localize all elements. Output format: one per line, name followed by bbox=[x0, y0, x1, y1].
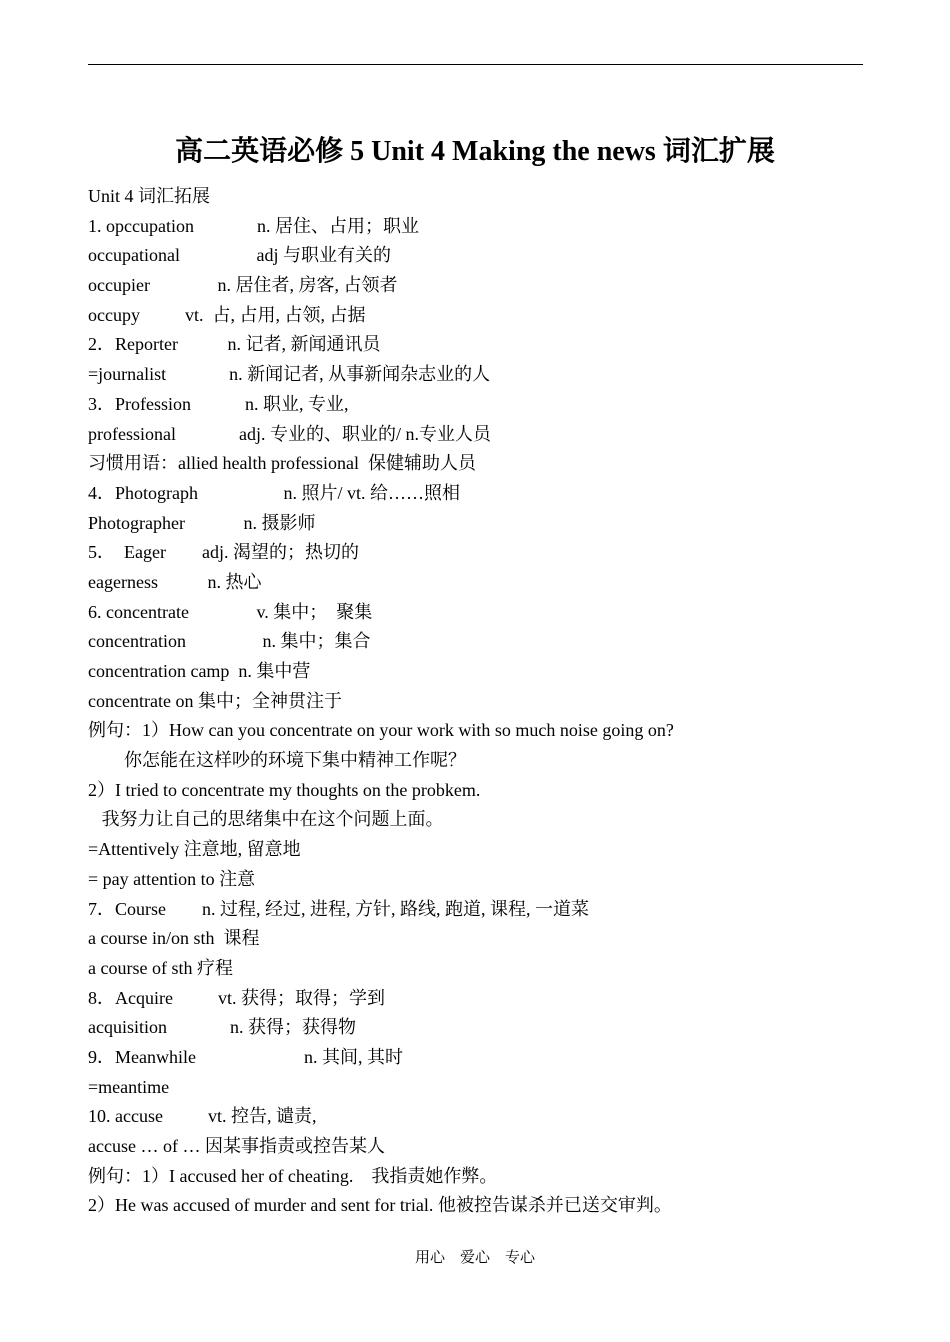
text-line: concentration camp n. 集中营 bbox=[88, 661, 311, 681]
text-line: = pay attention to 注意 bbox=[88, 868, 256, 889]
text-line: 习惯用语：allied health professional 保健辅助人员 bbox=[88, 453, 476, 474]
text-line: 你怎能在这样吵的环境下集中精神工作呢？ bbox=[88, 750, 466, 771]
text-line: occupy vt. 占, 占用, 占领, 占据 bbox=[88, 304, 366, 325]
text-line: 3．Profession n. 职业, 专业, bbox=[88, 393, 349, 414]
text-line: a course of sth 疗程 bbox=[88, 957, 233, 978]
header-rule bbox=[88, 64, 863, 65]
text-line: 2）I tried to concentrate my thoughts on the probkem. bbox=[88, 779, 481, 800]
text-line: 例句：1）How can you concentrate on your work with so much noise going on? bbox=[88, 720, 674, 741]
text-line: 5． Eager adj. 渴望的；热切的 bbox=[88, 542, 359, 563]
text-line: =meantime bbox=[88, 1076, 170, 1097]
text-line: 8．Acquire vt. 获得；取得；学到 bbox=[88, 987, 385, 1008]
text-line: 7．Course n. 过程, 经过, 进程, 方针, 路线, 跑道, 课程, 一道菜 bbox=[88, 898, 589, 919]
text-line: =Attentively 注意地, 留意地 bbox=[88, 839, 301, 860]
text-line: 2）He was accused of murder and sent for trial. 他被控告谋杀并已送交审判。 bbox=[88, 1195, 672, 1216]
text-line: accuse … of … 因某事指责或控告某人 bbox=[88, 1136, 385, 1156]
text-line: concentrate on 集中；全神贯注于 bbox=[88, 690, 342, 711]
document-title: 高二英语必修 5 Unit 4 Making the news 词汇扩展 bbox=[175, 136, 775, 167]
text-line: 6. concentrate v. 集中； 聚集 bbox=[88, 601, 373, 622]
text-line: a course in/on sth 课程 bbox=[88, 928, 260, 949]
text-line: 例句：1）I accused her of cheating. 我指责她作弊。 bbox=[88, 1165, 498, 1186]
text-line: 2．Reporter n. 记者, 新闻通讯员 bbox=[88, 334, 381, 355]
text-line: 10. accuse vt. 控告, 谴责, bbox=[88, 1106, 317, 1127]
document-body bbox=[88, 182, 878, 1221]
text-line: Photographer n. 摄影师 bbox=[88, 512, 316, 533]
text-line: 我努力让自己的思绪集中在这个问题上面。 bbox=[88, 809, 444, 830]
text-line: eagerness n. 热心 bbox=[88, 571, 262, 592]
text-line: professional adj. 专业的、职业的/ n.专业人员 bbox=[88, 423, 491, 444]
text-line: 4．Photograph n. 照片/ vt. 给……照相 bbox=[88, 482, 460, 503]
text-line: Unit 4 词汇拓展 bbox=[88, 186, 211, 206]
page-footer: 用心 爱心 专心 bbox=[414, 1250, 535, 1266]
text-line: concentration n. 集中；集合 bbox=[88, 631, 371, 652]
text-line: occupier n. 居住者, 房客, 占领者 bbox=[88, 275, 398, 296]
text-line: =journalist n. 新闻记者, 从事新闻杂志业的人 bbox=[88, 364, 491, 385]
text-line: acquisition n. 获得；获得物 bbox=[88, 1017, 356, 1038]
text-line: 1. opccupation n. 居住、占用；职业 bbox=[88, 215, 419, 236]
text-line: occupational adj 与职业有关的 bbox=[88, 245, 391, 266]
text-line: 9．Meanwhile n. 其间, 其时 bbox=[88, 1046, 403, 1067]
